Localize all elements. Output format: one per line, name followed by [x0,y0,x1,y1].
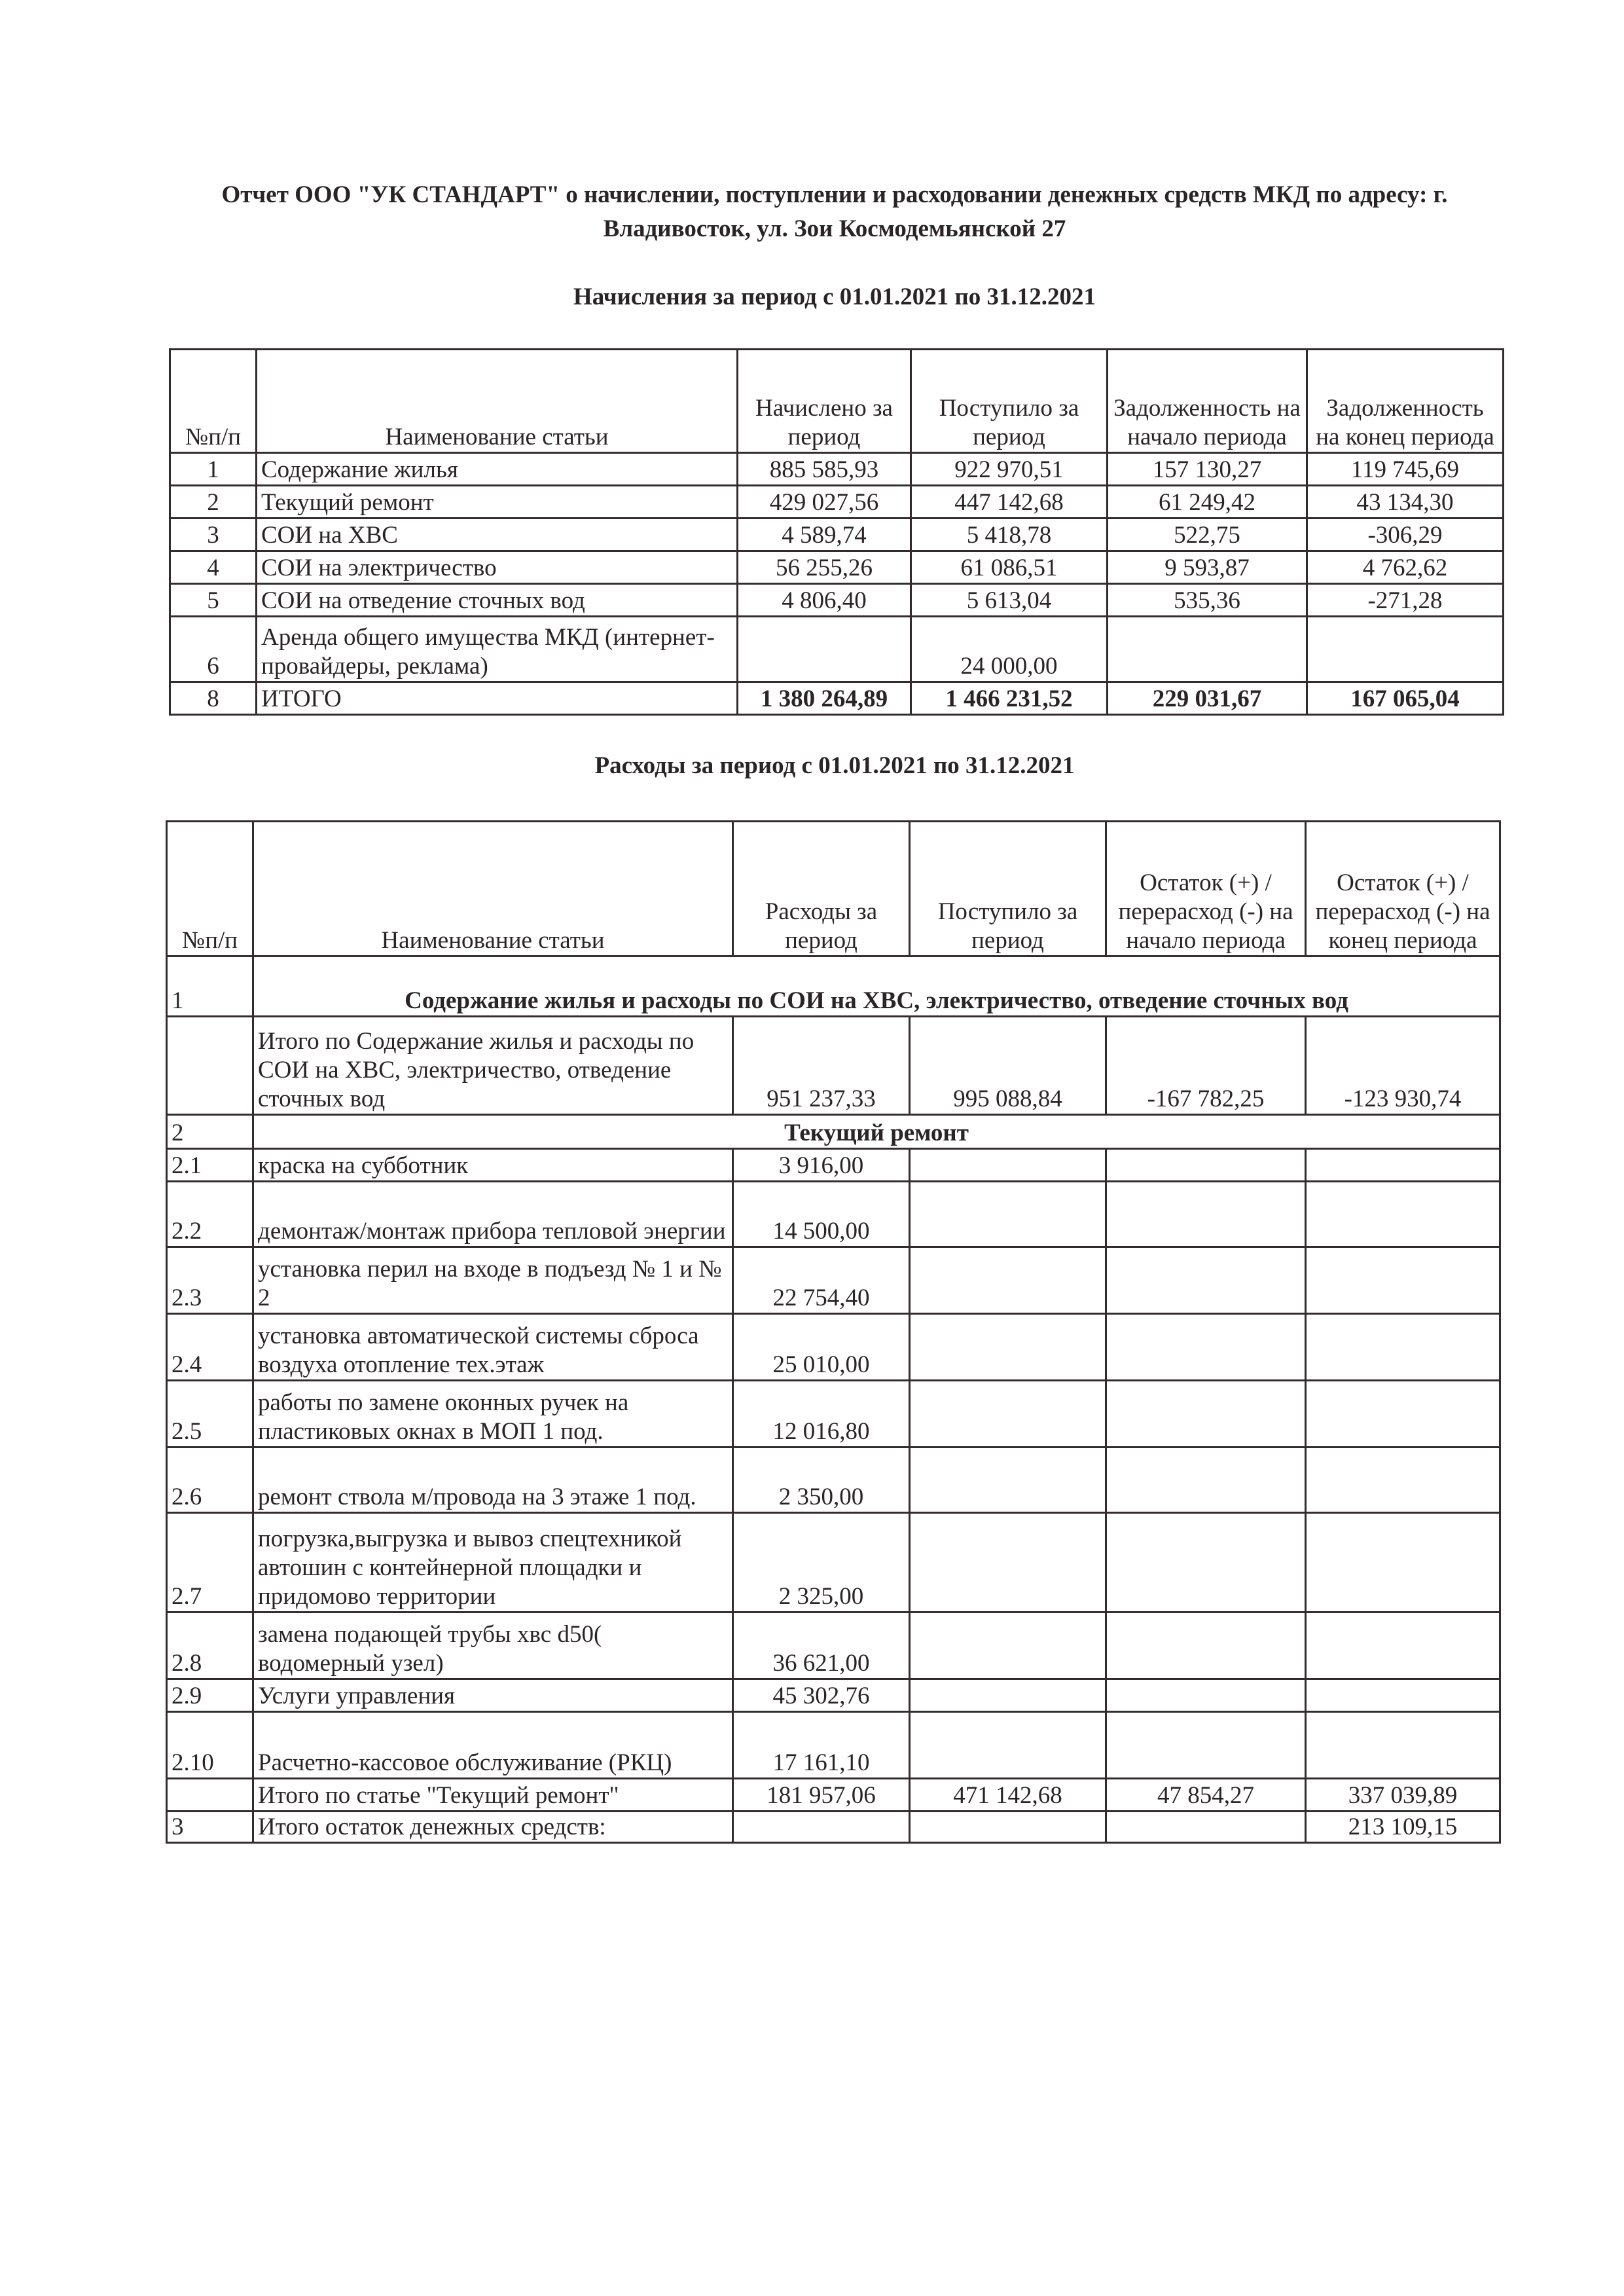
total-charged: 1 380 264,89 [738,682,911,715]
charges-header-row [170,350,1504,453]
row-name: установка перил на входе в подъезд № 1 и № 2 [253,1247,733,1314]
row-number: 2.2 [167,1182,253,1247]
row-number [167,1779,253,1812]
row-debt-start [1108,617,1307,682]
row-received: 995 088,84 [910,1017,1106,1115]
row-expenses: 2 325,00 [733,1513,910,1613]
table-row [170,584,1504,617]
row-debt-end: 119 745,69 [1307,453,1504,486]
total-debt-start: 229 031,67 [1108,682,1307,715]
total-debt-end: 167 065,04 [1307,682,1504,715]
empty-cell [1306,1381,1500,1448]
row-name: Итого остаток денежных средств: [253,1812,733,1843]
row-name: Содержание жилья [257,453,738,486]
row-name: Аренда общего имущества МКД (интернет-провайдеры, реклама) [257,617,738,682]
row-charged: 56 255,26 [738,551,911,584]
table-row [167,1712,1500,1779]
row-debt-start: 535,36 [1108,584,1307,617]
table-row [170,617,1504,682]
row-number [167,1017,253,1115]
table-row [167,1314,1500,1381]
row-expenses: 12 016,80 [733,1381,910,1448]
row-name: замена подающей трубы хвс d50( водомерный узел) [253,1613,733,1679]
section-row [167,957,1500,1017]
row-name: СОИ на электричество [257,551,738,584]
row-balance-start: 47 854,27 [1106,1779,1306,1812]
row-number: 5 [170,584,257,617]
report-title: Отчет ООО "УК СТАНДАРТ" о начислении, поступлении и расходовании денежных средств МКД по адресу: г. Владивосток, ул. Зои Космодемьянской 27 [221,181,1448,242]
row-expenses: 2 350,00 [733,1448,910,1513]
empty-cell [1106,1513,1306,1613]
empty-cell [1106,1679,1306,1712]
row-charged: 4 589,74 [738,519,911,551]
table-row [170,551,1504,584]
total-name: ИТОГО [257,682,738,715]
header-debt-start: Задолженность на начало периода [1108,350,1307,453]
header-name: Наименование статьи [253,822,733,957]
row-number: 2.5 [167,1381,253,1448]
table-row [167,1381,1500,1448]
row-balance-end: -123 930,74 [1306,1017,1500,1115]
empty-cell [1106,1613,1306,1679]
row-debt-end: 4 762,62 [1307,551,1504,584]
row-expenses: 36 621,00 [733,1613,910,1679]
empty-cell [1106,1448,1306,1513]
row-balance-start: -167 782,25 [1106,1017,1306,1115]
empty-cell [1106,1712,1306,1779]
row-number: 2.10 [167,1712,253,1779]
row-name: Итого по статье "Текущий ремонт" [253,1779,733,1812]
row-debt-end: 43 134,30 [1307,486,1504,519]
row-charged: 429 027,56 [738,486,911,519]
empty-cell [910,1812,1106,1843]
row-number: 2 [170,486,257,519]
empty-cell [1106,1149,1306,1182]
empty-cell [910,1448,1106,1513]
charges-subtitle: Начисления за период с 01.01.2021 по 31.12.2021 [573,283,1096,310]
row-debt-start: 522,75 [1108,519,1307,551]
row-debt-end: -306,29 [1307,519,1504,551]
table-row [170,453,1504,486]
empty-cell [910,1381,1106,1448]
expenses-header-row [167,822,1500,957]
empty-cell [910,1712,1106,1779]
empty-cell [1106,1314,1306,1381]
row-number: 2.1 [167,1149,253,1182]
empty-cell [910,1182,1106,1247]
row-expenses: 3 916,00 [733,1149,910,1182]
empty-cell [733,1812,910,1843]
row-expenses: 22 754,40 [733,1247,910,1314]
row-number: 1 [170,453,257,486]
empty-cell [910,1247,1106,1314]
row-number: 3 [170,519,257,551]
row-charged [738,617,911,682]
row-expenses: 181 957,06 [733,1779,910,1812]
header-received: Поступило за период [910,822,1106,957]
table-row [170,519,1504,551]
row-name: установка автоматической системы сброса воздуха отопление тех.этаж [253,1314,733,1381]
table-row [167,1679,1500,1712]
table-row [167,1513,1500,1613]
header-number: №п/п [170,350,257,453]
header-charged: Начислено за период [738,350,911,453]
row-number: 2.3 [167,1247,253,1314]
row-number: 2.7 [167,1513,253,1613]
row-number: 2.8 [167,1613,253,1679]
row-number: 4 [170,551,257,584]
expenses-table [166,820,1501,1844]
table-row [167,1182,1500,1247]
table-row [167,1247,1500,1314]
empty-cell [1306,1513,1500,1613]
row-name: работы по замене оконных ручек на пластиковых окнах в МОП 1 под. [253,1381,733,1448]
expenses-subtitle: Расходы за период с 01.01.2021 по 31.12.2021 [594,752,1075,779]
empty-cell [1306,1149,1500,1182]
row-name: СОИ на ХВС [257,519,738,551]
empty-cell [1106,1381,1306,1448]
header-name: Наименование статьи [257,350,738,453]
empty-cell [1306,1247,1500,1314]
empty-cell [1306,1448,1500,1513]
section-total-row [167,1779,1500,1812]
header-received: Поступило за период [911,350,1108,453]
header-expenses: Расходы за период [733,822,910,957]
empty-cell [1306,1314,1500,1381]
section-row [167,1115,1500,1149]
empty-cell [910,1149,1106,1182]
row-expenses: 14 500,00 [733,1182,910,1247]
row-received: 471 142,68 [910,1779,1106,1812]
empty-cell [1306,1613,1500,1679]
section-number: 1 [167,957,253,1017]
table-row [170,486,1504,519]
header-number: №п/п [167,822,253,957]
row-name: Услуги управления [253,1679,733,1712]
row-debt-start: 9 593,87 [1108,551,1307,584]
empty-cell [910,1679,1106,1712]
row-expenses: 17 161,10 [733,1712,910,1779]
section-title: Текущий ремонт [253,1115,1500,1149]
section-number: 2 [167,1115,253,1149]
row-expenses: 25 010,00 [733,1314,910,1381]
empty-cell [1306,1712,1500,1779]
charges-table [169,348,1504,716]
row-number: 2.6 [167,1448,253,1513]
section-total-row [167,1017,1500,1115]
row-charged: 4 806,40 [738,584,911,617]
row-expenses: 951 237,33 [733,1017,910,1115]
empty-cell [1106,1812,1306,1843]
empty-cell [910,1314,1106,1381]
empty-cell [1306,1182,1500,1247]
row-balance-end: 337 039,89 [1306,1779,1500,1812]
empty-cell [1306,1679,1500,1712]
row-number: 3 [167,1812,253,1843]
row-received: 5 418,78 [911,519,1108,551]
row-name: Итого по Содержание жилья и расходы по СОИ на ХВС, электричество, отведение сточных вод [253,1017,733,1115]
row-expenses: 45 302,76 [733,1679,910,1712]
row-received: 5 613,04 [911,584,1108,617]
row-balance-end: 213 109,15 [1306,1812,1500,1843]
row-name: Расчетно-кассовое обслуживание (РКЦ) [253,1712,733,1779]
row-charged: 885 585,93 [738,453,911,486]
row-received: 61 086,51 [911,551,1108,584]
total-received: 1 466 231,52 [911,682,1108,715]
row-name: погрузка,выгрузка и вывоз спецтехникой автошин с контейнерной площадки и придомово территории [253,1513,733,1613]
row-debt-end [1307,617,1504,682]
row-received: 447 142,68 [911,486,1108,519]
header-balance-end: Остаток (+) / перерасход (-) на конец периода [1306,822,1500,957]
row-number: 2.9 [167,1679,253,1712]
row-debt-end: -271,28 [1307,584,1504,617]
table-row [167,1448,1500,1513]
row-name: демонтаж/монтаж прибора тепловой энергии [253,1182,733,1247]
grand-total-row [167,1812,1500,1843]
row-name: Текущий ремонт [257,486,738,519]
section-title: Содержание жилья и расходы по СОИ на ХВС, электричество, отведение сточных вод [253,957,1500,1017]
header-debt-end: Задолженность на конец периода [1307,350,1504,453]
row-debt-start: 157 130,27 [1108,453,1307,486]
header-balance-start: Остаток (+) / перерасход (-) на начало периода [1106,822,1306,957]
table-row [167,1613,1500,1679]
row-received: 24 000,00 [911,617,1108,682]
row-name: ремонт ствола м/провода на 3 этаже 1 под. [253,1448,733,1513]
row-number: 2.4 [167,1314,253,1381]
total-row [170,682,1504,715]
row-debt-start: 61 249,42 [1108,486,1307,519]
empty-cell [910,1613,1106,1679]
row-name: краска на субботник [253,1149,733,1182]
empty-cell [1106,1182,1306,1247]
empty-cell [1106,1247,1306,1314]
table-row [167,1149,1500,1182]
empty-cell [910,1513,1106,1613]
row-number: 6 [170,617,257,682]
row-name: СОИ на отведение сточных вод [257,584,738,617]
total-number: 8 [170,682,257,715]
row-received: 922 970,51 [911,453,1108,486]
